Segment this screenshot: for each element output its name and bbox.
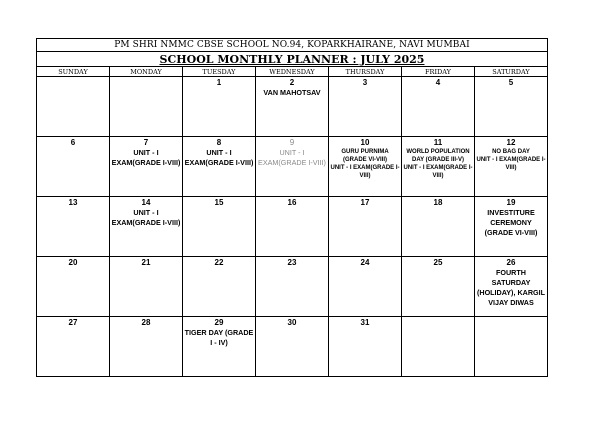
weekday-tuesday: TUESDAY [183,67,256,77]
day-number: 14 [141,198,151,207]
day-number: 9 [289,138,295,147]
school-name: PM SHRI NMMC CBSE SCHOOL NO.94, KOPARKHAIRANE, NAVI MUMBAI [37,39,548,52]
day-event: EXAM(GRADE I-VIII) [258,158,326,167]
day-event: GURU PURNIMA (GRADE VI-VIII) [341,149,389,163]
day-number: 28 [141,318,151,327]
day-number: 25 [433,258,443,267]
day-number: 4 [435,78,441,87]
day-event: UNIT - I EXAM(GRADE I-VIII) [330,165,400,179]
day-cell [402,257,475,317]
day-number: 17 [360,198,370,207]
day-cell [110,257,183,317]
monthly-planner-table [36,38,548,377]
day-cell [110,137,183,197]
day-event: UNIT - I [279,148,305,157]
day-event: UNIT - I [133,208,159,217]
day-number: 23 [287,258,297,267]
day-number: 11 [433,138,443,147]
day-cell [475,257,548,317]
day-number: 3 [362,78,368,87]
day-cell [183,257,256,317]
day-number: 2 [289,78,295,87]
day-number: 5 [508,78,514,87]
weekday-wednesday: WEDNESDAY [256,67,329,77]
weekday-monday: MONDAY [110,67,183,77]
day-number: 20 [68,258,78,267]
weekday-header-row [37,67,548,77]
day-cell [110,317,183,377]
day-number: 21 [141,258,151,267]
day-event: VAN MAHOTSAV [263,88,321,97]
day-cell [329,137,402,197]
day-cell [475,137,548,197]
weekday-thursday: THURSDAY [329,67,402,77]
day-number: 10 [360,138,370,147]
day-number: 26 [506,258,516,267]
day-number: 15 [214,198,224,207]
calendar-week-row [37,137,548,197]
day-number: 19 [506,198,516,207]
day-cell [475,77,548,137]
day-cell [402,317,475,377]
day-cell [329,197,402,257]
day-cell [475,197,548,257]
day-cell [256,77,329,137]
day-cell [402,137,475,197]
day-event: UNIT - I EXAM(GRADE I-VIII) [476,157,546,171]
day-event: FOURTH SATURDAY (HOLIDAY), KARGIL VIJAY DIWAS [476,268,545,307]
day-number: 16 [287,198,297,207]
day-cell [110,197,183,257]
day-cell [37,317,110,377]
planner-title: SCHOOL MONTHLY PLANNER : JULY 2025 [37,52,548,67]
day-cell [183,197,256,257]
day-cell [37,77,110,137]
calendar-weeks [37,77,548,377]
weekday-friday: FRIDAY [402,67,475,77]
day-cell [183,137,256,197]
day-number: 7 [143,138,149,147]
weekday-sunday: SUNDAY [37,67,110,77]
day-event: EXAM(GRADE I-VIII) [111,158,181,167]
day-cell [256,197,329,257]
day-number: 30 [287,318,297,327]
day-cell [37,257,110,317]
day-event: NO BAG DAY [492,149,530,155]
day-number: 6 [70,138,76,147]
day-event: EXAM(GRADE I-VIII) [184,158,254,167]
day-cell [37,197,110,257]
day-cell [256,317,329,377]
day-number: 18 [433,198,443,207]
day-number: 13 [68,198,78,207]
calendar-week-row [37,317,548,377]
day-event: WORLD POPULATION DAY (GRADE III-V) [406,149,470,163]
weekday-saturday: SATURDAY [475,67,548,77]
day-number: 31 [360,318,370,327]
day-cell [110,77,183,137]
day-number: 12 [506,138,516,147]
day-event: UNIT - I [206,148,232,157]
day-cell [402,77,475,137]
day-event: EXAM(GRADE I-VIII) [111,218,181,227]
day-event: UNIT - I EXAM(GRADE I-VIII) [403,165,473,179]
day-cell [256,257,329,317]
calendar-week-row [37,197,548,257]
day-cell [329,257,402,317]
day-cell [183,77,256,137]
day-number: 24 [360,258,370,267]
day-event: INVESTITURE CEREMONY (GRADE VI-VIII) [484,208,538,237]
calendar-week-row [37,77,548,137]
day-cell [329,77,402,137]
day-cell [256,137,329,197]
day-number: 8 [216,138,222,147]
day-number: 1 [216,78,222,87]
day-number: 27 [68,318,78,327]
day-cell [183,317,256,377]
day-event: UNIT - I [133,148,159,157]
day-cell [329,317,402,377]
day-number: 22 [214,258,224,267]
day-cell [402,197,475,257]
day-event: TIGER DAY (GRADE I - IV) [184,328,254,347]
day-cell [37,137,110,197]
calendar-week-row [37,257,548,317]
day-cell [475,317,548,377]
day-number: 29 [214,318,224,327]
